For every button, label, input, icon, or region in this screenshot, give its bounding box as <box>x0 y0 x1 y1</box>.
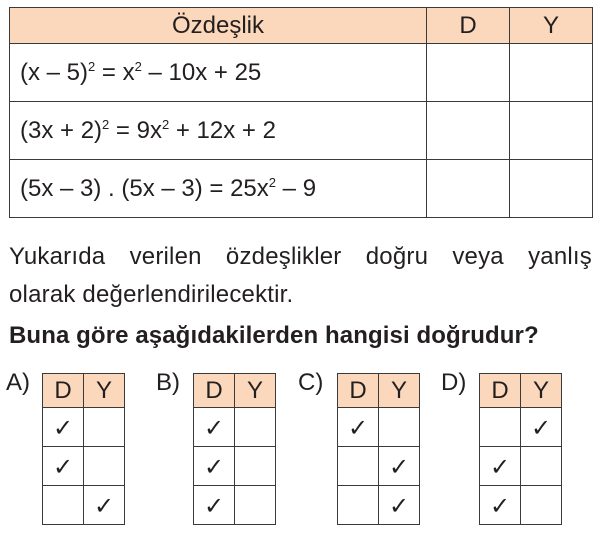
check-mark-icon: ✓ <box>52 414 74 442</box>
identity-header: Özdeşlik <box>10 8 427 44</box>
true-mark-cell <box>43 447 84 486</box>
table-row <box>194 408 276 447</box>
true-mark-cell <box>338 486 379 525</box>
identity-expression-2: $(3x + 2)^2 = 9x^2 + 12x + 2$ <box>10 102 427 160</box>
option-label[interactable]: A) <box>6 369 30 396</box>
option-table[interactable] <box>42 373 125 525</box>
true-mark-cell <box>43 486 84 525</box>
check-mark-icon: ✓ <box>203 492 225 520</box>
false-answer-cell[interactable] <box>510 44 593 102</box>
table-row <box>10 160 593 218</box>
true-mark-cell <box>338 447 379 486</box>
true-mark-cell <box>194 486 235 525</box>
table-row <box>43 447 125 486</box>
option-label[interactable]: C) <box>298 369 324 396</box>
option-table[interactable] <box>193 373 276 525</box>
check-mark-icon: ✓ <box>203 414 225 442</box>
option-table[interactable] <box>479 373 562 525</box>
false-header: Y <box>379 374 420 408</box>
true-mark-cell <box>480 447 521 486</box>
true-mark-cell <box>194 408 235 447</box>
identity-table <box>9 7 593 218</box>
true-header: D <box>194 374 235 408</box>
false-answer-cell[interactable] <box>510 102 593 160</box>
false-header: Y <box>235 374 276 408</box>
false-mark-cell <box>379 447 420 486</box>
identity-expression-1: $(x - 5)^2 = x^2 - 10x + 25$ <box>10 44 427 102</box>
option-table-header <box>480 374 562 408</box>
true-header: D <box>338 374 379 408</box>
true-answer-cell[interactable] <box>427 160 510 218</box>
table-row <box>10 102 593 160</box>
false-header: Y <box>521 374 562 408</box>
option-table-header <box>338 374 420 408</box>
check-mark-icon: ✓ <box>388 453 410 481</box>
check-mark-icon: ✓ <box>489 492 511 520</box>
option-label[interactable]: B) <box>156 369 180 396</box>
instruction-line-1: Yukarıda verilen özdeşlikler doğru veya yanlış <box>9 243 592 270</box>
option-table-header <box>43 374 125 408</box>
table-row <box>480 408 562 447</box>
check-mark-icon: ✓ <box>203 453 225 481</box>
check-mark-icon: ✓ <box>388 492 410 520</box>
check-mark-icon: ✓ <box>93 492 115 520</box>
true-mark-cell <box>194 447 235 486</box>
true-mark-cell <box>338 408 379 447</box>
table-row <box>480 486 562 525</box>
true-answer-cell[interactable] <box>427 102 510 160</box>
table-row <box>43 486 125 525</box>
table-row <box>194 447 276 486</box>
identity-expression-3: (5x – 3) . $(5x - 3) = 25x^2 - 9$ <box>10 160 427 218</box>
true-mark-cell <box>480 408 521 447</box>
identity-table-header <box>10 8 593 44</box>
false-mark-cell <box>84 447 125 486</box>
check-mark-icon: ✓ <box>530 414 552 442</box>
false-answer-cell[interactable] <box>510 160 593 218</box>
table-row <box>10 44 593 102</box>
false-header: Y <box>84 374 125 408</box>
true-mark-cell <box>43 408 84 447</box>
false-mark-cell <box>521 447 562 486</box>
false-mark-cell <box>235 447 276 486</box>
question-text: Buna göre aşağıdakilerden hangisi doğrudur? <box>9 322 539 349</box>
false-header: Y <box>510 8 593 44</box>
table-row <box>338 447 420 486</box>
false-mark-cell <box>521 408 562 447</box>
true-mark-cell <box>480 486 521 525</box>
table-row <box>480 447 562 486</box>
false-mark-cell <box>379 408 420 447</box>
option-table[interactable] <box>337 373 420 525</box>
false-mark-cell <box>84 408 125 447</box>
table-row <box>43 408 125 447</box>
table-row <box>338 408 420 447</box>
table-row <box>338 486 420 525</box>
check-mark-icon: ✓ <box>489 453 511 481</box>
check-mark-icon: ✓ <box>347 414 369 442</box>
false-mark-cell <box>379 486 420 525</box>
instruction-line-2: olarak değerlendirilecektir. <box>9 281 294 308</box>
true-header: D <box>480 374 521 408</box>
true-header: D <box>43 374 84 408</box>
false-mark-cell <box>235 408 276 447</box>
check-mark-icon: ✓ <box>52 453 74 481</box>
false-mark-cell <box>84 486 125 525</box>
true-answer-cell[interactable] <box>427 44 510 102</box>
option-table-header <box>194 374 276 408</box>
false-mark-cell <box>521 486 562 525</box>
true-header: D <box>427 8 510 44</box>
table-row <box>194 486 276 525</box>
option-label[interactable]: D) <box>441 369 467 396</box>
false-mark-cell <box>235 486 276 525</box>
